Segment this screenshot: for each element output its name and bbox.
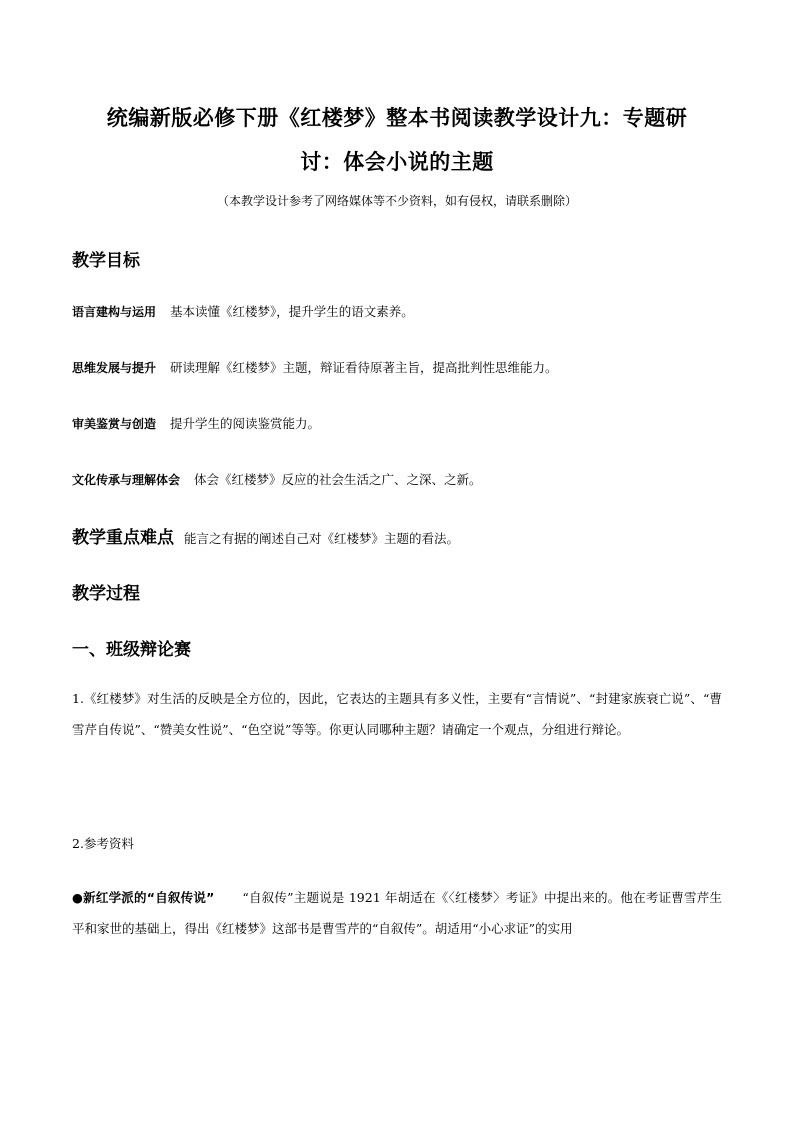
objective-text: 基本读懂《红楼梦》，提升学生的语文素养。 — [170, 304, 414, 319]
key-difficulty-row — [72, 523, 722, 548]
copyright-note: （本教学设计参考了网络媒体等不少资料，如有侵权，请联系删除） — [216, 194, 577, 208]
objective-item — [72, 414, 722, 434]
objective-text: 提升学生的阅读鉴赏能力。 — [170, 416, 321, 431]
objective-text: 研读理解《红楼梦》主题，辩证看待原著主旨，提高批判性思维能力。 — [170, 360, 558, 375]
objective-label: 审美鉴赏与创造 — [72, 417, 157, 431]
item-1-paragraph: 1.《红楼梦》对生活的反映是全方位的，因此，它表达的主题具有多义性，主要有“言情说”、“封建家族衰亡说”、“曹雪芹自传说”、“赞美女性说”、“色空说”等等。你更认同哪种主题？请确定一个观点，分组进行辩论。 — [72, 691, 722, 737]
process-heading: 教学过程 — [72, 584, 140, 604]
objective-text: 体会《红楼梦》反应的社会生活之广、之深、之新。 — [194, 472, 482, 487]
reference-paragraph — [72, 882, 722, 944]
objective-label: 文化传承与理解体会 — [72, 473, 181, 487]
section-1-heading: 一、班级辩论赛 — [72, 640, 191, 660]
objectives-heading: 教学目标 — [72, 251, 140, 271]
key-difficulty-heading: 教学重点难点 — [72, 528, 174, 548]
reference-label: ●新红学派的“自叙传说” — [72, 890, 215, 905]
document-title — [72, 96, 722, 184]
objective-item — [72, 358, 722, 378]
objective-item — [72, 302, 722, 322]
item-2-paragraph: 2.参考资料 — [72, 836, 134, 851]
objective-item — [72, 470, 722, 490]
reference-text: “自叙传”主题说是 1921 年胡适在《〈红楼梦〉考证》中提出来的。他在考证曹雪芹生平和家世的基础上，得出《红楼梦》这部书是曹雪芹的“自叙传”。胡适用“小心求证”的实用 — [72, 890, 722, 936]
title-line-1: 统编新版必修下册《红楼梦》整本书阅读教学设计九：专题研 — [106, 106, 688, 130]
title-line-2: 讨：体会小说的主题 — [300, 150, 494, 174]
objective-label: 思维发展与提升 — [72, 361, 157, 375]
document-page — [72, 96, 722, 936]
objective-label: 语言建构与运用 — [72, 305, 157, 319]
key-difficulty-text: 能言之有据的阐述自己对《红楼梦》主题的看法。 — [184, 531, 460, 546]
